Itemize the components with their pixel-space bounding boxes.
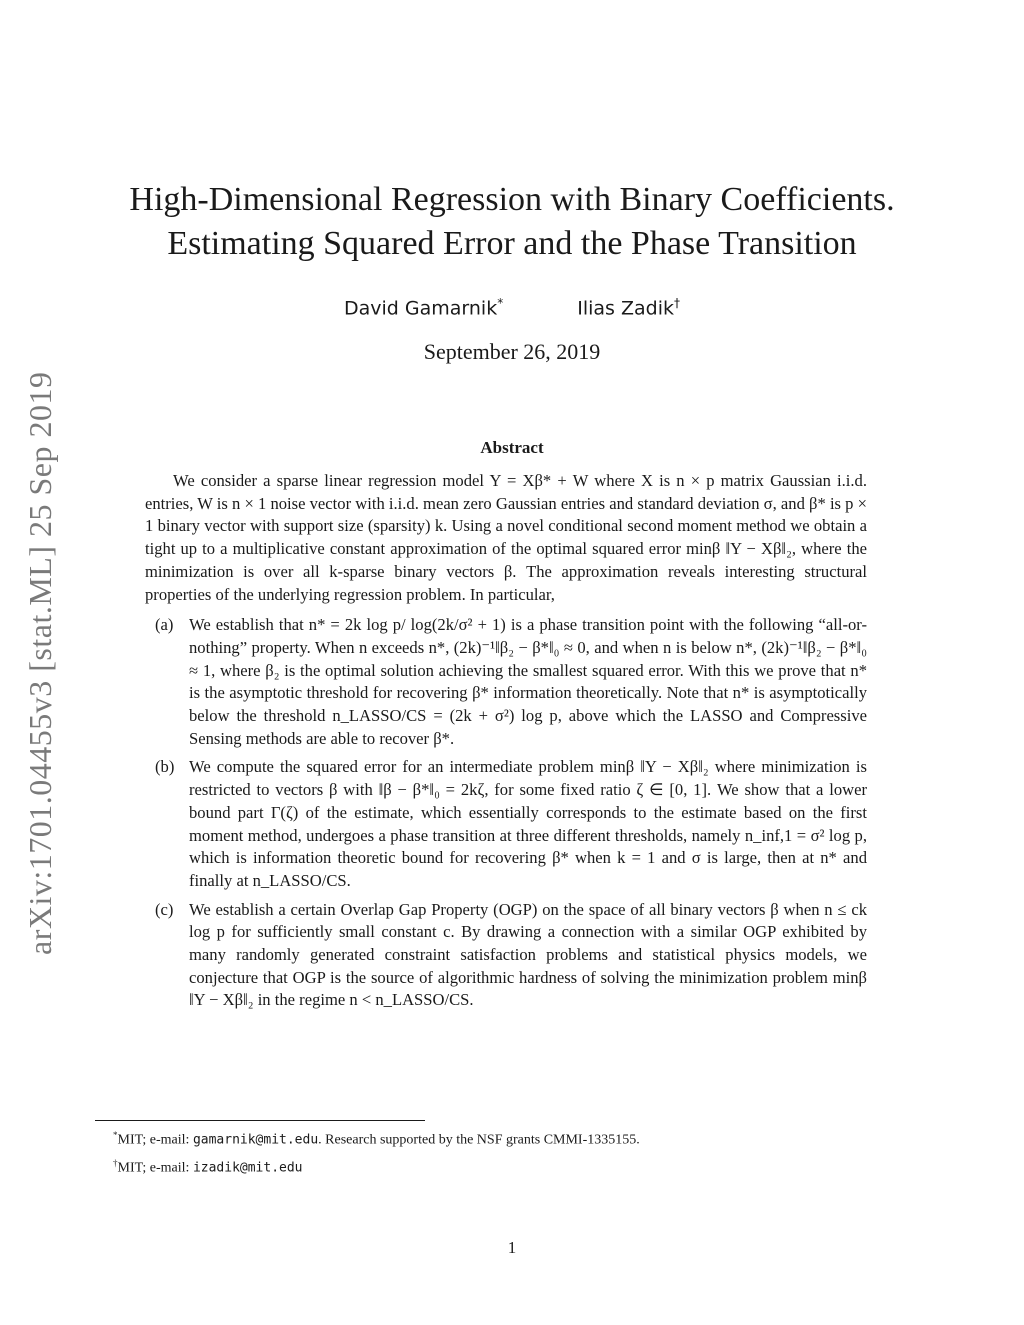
footnote-divider (95, 1120, 425, 1121)
item-text: We establish that n* = 2k log p/ log(2k/σ² + 1) is a phase transition point with the following “all-or-nothing” property. When n exceeds n*, (2k)⁻¹‖β₂ − β*‖₀ ≈ 0, and when n is below n*, (2k)⁻¹‖β₂ − β*‖₀ ≈ 1, where β₂ is the optimal solution achieving the smallest squared error. With this we prove that n* is the asymptotic threshold for recovering β* information theoretically. Note that n* is asymptotically below the threshold n_LASSO/CS = (2k + σ²) log p, above which the LASSO and Compressive Sensing methods are able to recover β*. (189, 615, 867, 748)
footnote-suffix: . Research supported by the NSF grants CMMI-1335155. (318, 1132, 640, 1148)
item-marker: (a) (155, 615, 174, 635)
email-link[interactable]: gamarnik@mit.edu (192, 1132, 319, 1148)
list-item (145, 756, 867, 892)
email-link[interactable]: izadik@mit.edu (192, 1160, 303, 1176)
author-footnote-mark[interactable]: * (497, 296, 504, 310)
publication-date: September 26, 2019 (423, 339, 601, 364)
item-text: We compute the squared error for an intermediate problem minβ ‖Y − Xβ‖₂ where minimization is restricted to vectors β with ‖β − β*‖₀ = 2kζ, for some fixed ratio ζ ∈ [0, 1]. We show that a lower bound part Γ(ζ) of the estimate, which essentially corresponds to the estimate based on the first moment method, undergoes a phase transition at three different thresholds, namely n_inf,1 = σ² log p, which is information theoretic bound for recovering β* when k = 1 and σ is large, then at n* and finally at n_LASSO/CS. (189, 757, 867, 890)
arxiv-identifier-stamp: arXiv:1701.04455v3 [stat.ML] 25 Sep 2019 (22, 371, 58, 955)
footnote-mark: † (113, 1157, 118, 1168)
abstract-heading: Abstract (480, 438, 544, 457)
footnote-2 (113, 1152, 893, 1180)
footnote-mark: * (113, 1130, 118, 1140)
footnote-1 (113, 1124, 893, 1152)
abstract-body (145, 470, 867, 1018)
item-marker: (b) (155, 757, 175, 777)
paper-title (0, 178, 1024, 266)
item-text: We establish a certain Overlap Gap Property (OGP) on the space of all binary vectors β when n ≤ ck log p for sufficiently small constant c. By drawing a connection with a similar OGP exhibited by many randomly generated constraint satisfaction problems and statistical physics models, we conjecture that OGP is the source of algorithmic hardness of solving the minimization problem minβ ‖Y − Xβ‖₂ in the regime n < n_LASSO/CS. (189, 899, 867, 1010)
item-marker: (c) (155, 899, 174, 919)
author-2 (577, 288, 680, 323)
author-1 (344, 288, 503, 323)
abstract-intro: We consider a sparse linear regression model Y = Xβ* + W where X is n × p matrix Gaussian i.i.d. entries, W is n × 1 noise vector with i.i.d. mean zero Gaussian entries and standard deviation σ, and β* is p × 1 binary vector with support size (sparsity) k. Using a novel conditional second moment method we obtain a tight up to a multiplicative constant approximation of the optimal squared error minβ ‖Y − Xβ‖₂, where the minimization is over all k-sparse binary vectors β. The approximation reveals interesting structural properties of the underlying regression problem. In particular, (145, 471, 867, 604)
footnotes (113, 1124, 893, 1179)
footnote-prefix: MIT; e-mail: (117, 1132, 193, 1148)
author-name: David Gamarnik (343, 297, 498, 320)
title-line-2: Estimating Squared Error and the Phase Transition (167, 225, 857, 262)
list-item (145, 614, 867, 750)
author-list (0, 288, 1024, 323)
author-footnote-mark[interactable]: † (674, 296, 680, 310)
list-item (145, 899, 867, 1013)
page-number: 1 (507, 1238, 517, 1257)
title-line-1: High-Dimensional Regression with Binary Coefficients. (129, 181, 895, 218)
author-name: Ilias Zadik (577, 297, 674, 320)
contribution-list (145, 614, 867, 1012)
footnote-prefix: MIT; e-mail: (117, 1160, 193, 1176)
